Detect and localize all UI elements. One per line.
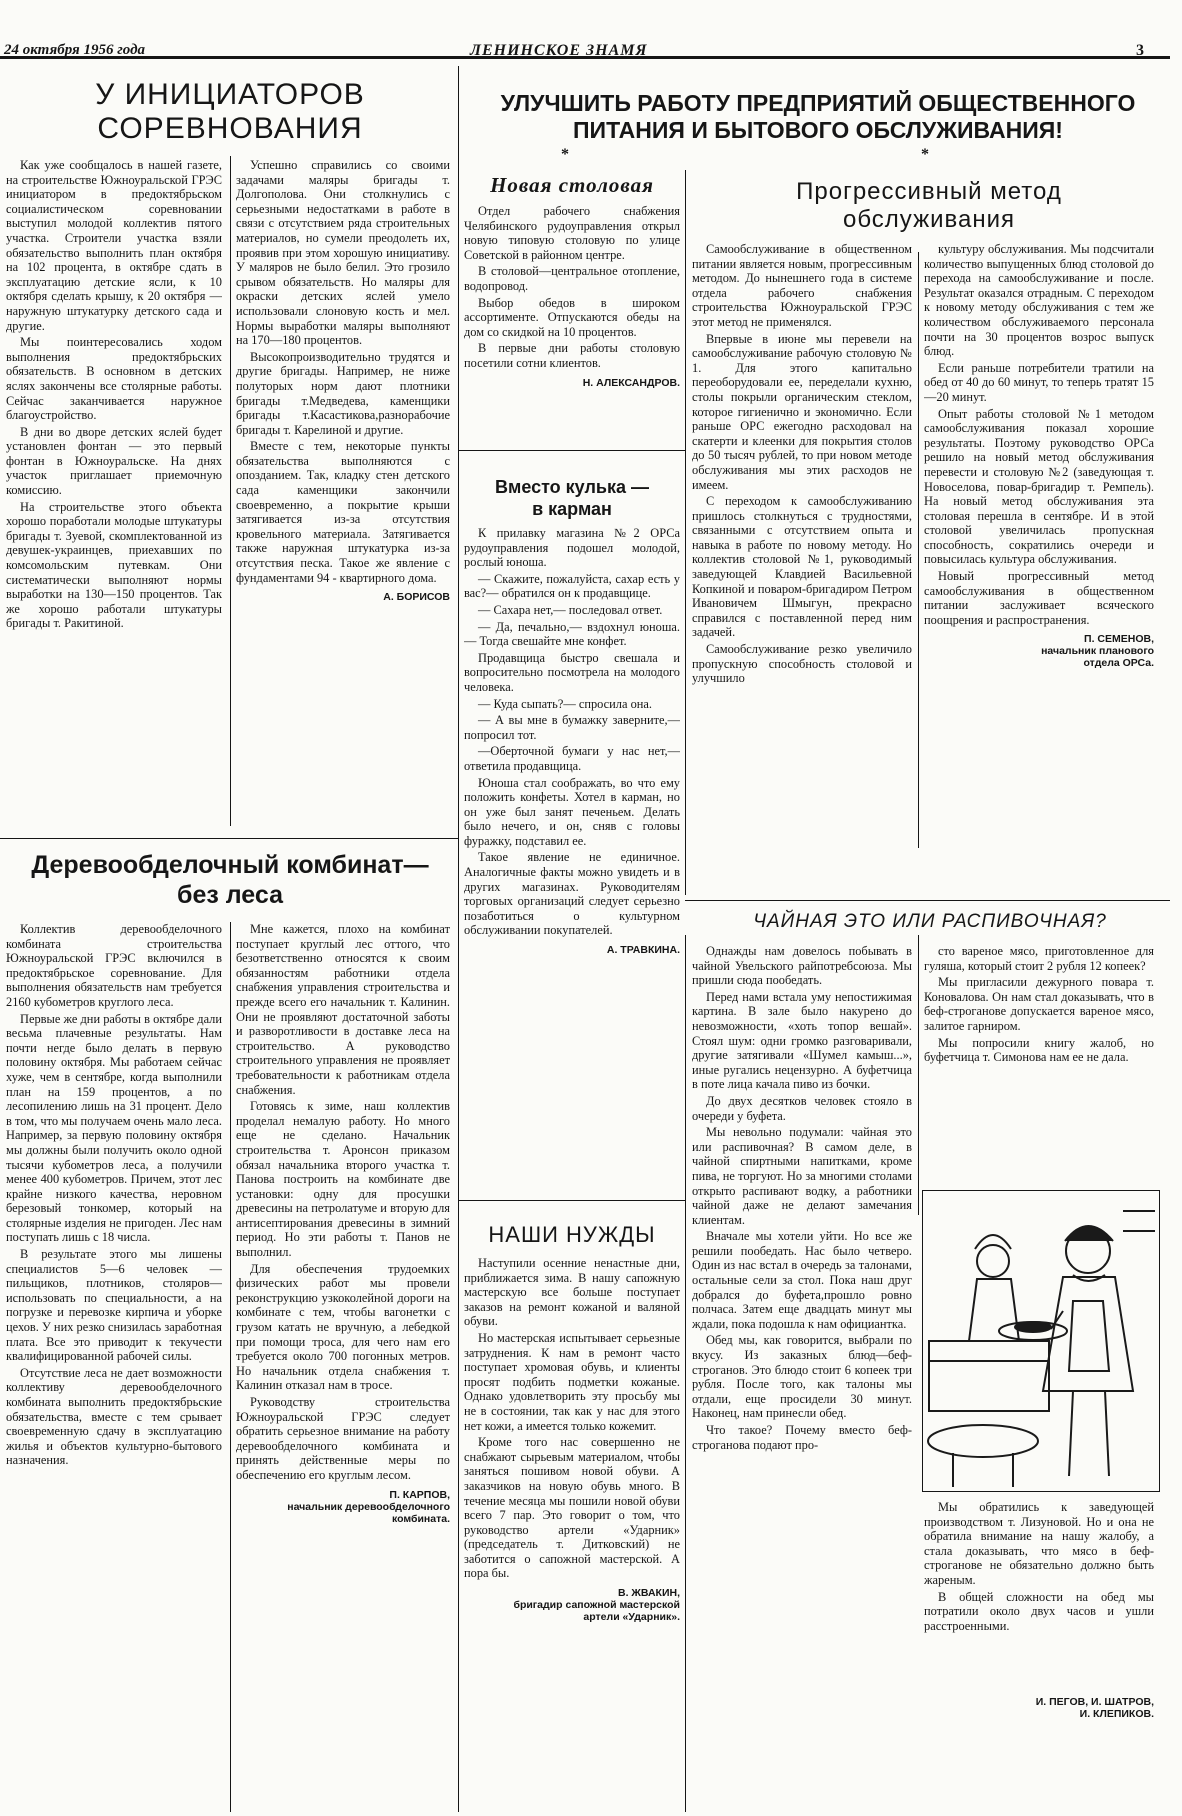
author-signature: А. ТРАВКИНА. xyxy=(606,944,680,957)
author-signature xyxy=(236,1489,450,1525)
section-rule xyxy=(0,838,458,839)
paragraph: Отсутствие леса не дает возможности коллективу деревообделочного комбината выполнить предоктябрьские обязательства, вместе с тем срывает своевременную сдачу в эксплуатацию жилья и объектов культурно-бытового назначения. xyxy=(6,1365,222,1468)
paragraph: Отдел рабочего снабжения Челябинского рудоуправления открыл новую типовую столовую по улице Советской в районном центре. xyxy=(464,204,680,262)
paragraph: Продавщица быстро свешала и вопросительно посмотрела на молодого человека. xyxy=(464,650,680,694)
paragraph: Как уже сообщалось в нашей газете, на строительстве Южноуральской ГРЭС инициатором в предоктябрьском социалистическом соревновании выступил молодой коллектив пятого участка. Строители участка взяли обязательство выполнить план октября на 102 процента, в октябре сдать в эксплуатацию детские ясли, к 10 октября сделать крышу, к 20 октября — наружную штукатурку детского сада и другие. xyxy=(6,158,222,333)
author-signature: А. БОРИСОВ xyxy=(383,591,450,604)
paragraph: Первые же дни работы в октябре дали весьма плачевные результаты. Нам почти негде было делать в первую половину октября. Мы работаем сейчас хуже, чем в сентябре, когда выполнили план на 159 процентов, а по лесопилению лишь на 31 процент. Дело в том, что мы получаем очень мало леса. Например, за первую половину октября мы должны были получить около одной тысячи кубометров леса, а получили менее 400 кубометров. Причем, этот лес крайне низкого качества, неровном березовый тонкомер, который на столярные изделия не пригоден. Лес нам поступать лишь с 18 числа. xyxy=(6,1011,222,1245)
article-title-canteen: Новая столовая xyxy=(490,173,654,197)
needs-body xyxy=(464,1256,680,1810)
paragraph: Вместе с тем, некоторые пункты обязательства выполняются с опозданием. Так, кладку стен детского сада каменщики закончили своевременно, а покрытие крыши затягивается из-за отсутствия кровельного материала. Затягивается также наружная штукатурка из-за отсутствия песка. Такое же явление с фундаментами 94 - квартирного дома. xyxy=(236,439,450,585)
page-banner-headline xyxy=(468,90,1168,144)
paragraph: В результате этого мы лишены специалистов 5—6 человек —пильщиков, плотников, столяров—использовать по специальности, а на погрузке и перевозке кирпича и уборке цехов. У них резко снизилась заработная плата. Все это приводит к текучести квалифицированной рабочей силы. xyxy=(6,1247,222,1364)
paragraph: Перед нами встала уму непостижимая картина. В зале было накурено до невозможности, «хоть топор вешай». Стоял шум: одни громко разговаривали, другие затягивали «Шумел камыш...», иные ругались нецензурно. А буфетчица в поте лица качала пиво из бочки. xyxy=(692,989,912,1092)
progressive-column-1 xyxy=(692,242,912,894)
paragraph: Самообслуживание в общественном питании является новым, прогрессивным методом. До нынешнего года в системе отдела рабочего снабжения строительства Южноуральской ГРЭС этот метод не применялся. xyxy=(692,242,912,329)
initiators-column-2 xyxy=(236,158,450,828)
article-title-wood xyxy=(10,850,450,910)
paragraph: Коллектив деревообделочного комбината строительства Южноуральской ГРЭС включился в предоктябрьское соревнование. Для выполнения обязательств нам требуется 2160 кубометров круглого леса. xyxy=(6,922,222,1009)
paragraph: В общей сложности на обед мы потратили около двух часов и ушли расстроенными. xyxy=(924,1589,1154,1633)
section-rule xyxy=(458,450,685,451)
paragraph: К прилавку магазина №2 ОРСа рудоуправления подошел молодой, рослый юноша. xyxy=(464,526,680,570)
paragraph: Впервые в июне мы перевели на самообслуживание рабочую столовую № 1. Для этого капитально переоборудовали ее, переделали кухню, столы покрыли органическим стеклом, которое гигиенично и экономично. Если раньше ОРС ежегодно расходовал на скатерти и клеенки для покрытия столов до 50 тысяч рублей, то при новом методе обслуживания мы этих расходов не имеем. xyxy=(692,331,912,492)
star-ornament: * xyxy=(921,146,929,163)
article-title-progressive xyxy=(694,178,1164,234)
column-rule xyxy=(458,66,459,1812)
author-signature xyxy=(924,633,1154,669)
paragraph: На строительстве этого объекта хорошо поработали молодые штукатуры бригады т. Зуевой, скомплектованной из девушек-украинцев, приехавших по комсомольским путевкам. Они систематически выполняют нормы выработки на 130—150 процентов. Так же хорошо работали штукатуры бригады т. Ракитиной. xyxy=(6,499,222,631)
paragraph: Наступили осенние ненастные дни, приближается зима. В нашу сапожную мастерскую все больше поступает заказов на ремонт кожаной и валяной обуви. xyxy=(464,1256,680,1329)
column-rule xyxy=(918,935,919,1215)
paragraph: Если раньше потребители тратили на обед от 40 до 60 минут, то теперь тратят 15—20 минут. xyxy=(924,360,1154,404)
title-line: обслуживания xyxy=(842,206,1016,233)
article-title-bag xyxy=(464,476,680,520)
paragraph: Успешно справились со своими задачами маляры бригады т. Долгополова. Они столкнулись с серьезными недостатками в работе в связи с отсутствием ряда строительных материалов, но сумели преодолеть их, проявив при этом хорошую инициативу. У маляров не было белил. Это грозило срывом обязательств. Но маляры для окраски детских яслей умело использовали слоновую кость и мел. Нормы выработки маляры выполняют на 170—180 процентов. xyxy=(236,158,450,348)
paragraph: Мы обратились к заведующей производством т. Лизуновой. Но и она не обратила внимание на нашу жалобу, а стала доказывать, что мясо в беф-строганове не обязательно должно быть жареным. xyxy=(924,1500,1154,1587)
paragraph: До двух десятков человек стояло в очереди у буфета. xyxy=(692,1093,912,1123)
paragraph: культуру обслуживания. Мы подсчитали количество выпущенных блюд столовой до перехода на самообслуживание и после. Результат оказался отрадным. С переходом к новому методу обслуживания с тем же количеством обслуживаемого персонала почти на 30 процентов возрос выпуск блюд. xyxy=(924,242,1154,359)
paragraph: Мы пригласили дежурного повара т. Коновалова. Он нам стал доказывать, что в беф-строганове допускается вареное мясо, залитое гарниром. xyxy=(924,975,1154,1033)
article-title-initiators xyxy=(20,78,440,146)
paragraph: Готовясь к зиме, наш коллектив проделал немалую работу. Но много еще не сделано. Начальник строительства т. Аронсон приказом обязал начальника второго участка т. Панова построить на комбинате две установки: одну для просушки древесины на петролатуме и вторую для антисептирования древесины в зимний период. Но эти работы т. Панов не выполнил. xyxy=(236,1099,450,1260)
author-signature xyxy=(924,1696,1154,1720)
banner-line: ПИТАНИЯ И БЫТОВОГО ОБСЛУЖИВАНИЯ! xyxy=(573,117,1063,143)
title-line: в карман xyxy=(532,499,612,519)
paragraph: Вначале мы хотели уйти. Но все же решили пообедать. Нас было четверо. Один из нас встал в очередь за талонами, остальные сели за стол. Пока наш друг добрался до буфета,прошло ровно полчаса. Затем еще двадцать минут мы ждали, пока подошла к нам официантка. xyxy=(692,1229,912,1331)
paragraph: — Сахара нет,— последовал ответ. xyxy=(478,602,663,617)
signature-name: В. ЖВАКИН, xyxy=(617,1587,680,1600)
signature-name: П. СЕМЕНОВ, xyxy=(1084,633,1154,646)
signature-name: П. КАРПОВ, xyxy=(389,1488,450,1501)
paragraph: В первые дни работы столовую посетили сотни клиентов. xyxy=(464,341,680,370)
paragraph: — Да, печально,— вздохнул юноша.— Тогда свешайте мне конфет. xyxy=(464,619,680,649)
paragraph: Что такое? Почему вместо беф-строганова подают про- xyxy=(692,1423,912,1452)
paragraph: Кроме того нас совершенно не снабжают сырьевым материалом, чтобы заняться пошивом новой обуви. А заказчиков на новую обувь много. В течение месяца мы пошили новой обуви всего 7 пар. Это говорит о том, что руководство артели «Ударник» (председатель т. Дитковский) не заботится о сапожной мастерской. А пора бы. xyxy=(464,1435,680,1581)
signature-role: начальник планового xyxy=(1041,645,1154,658)
paragraph: сто вареное мясо, приготовленное для гуляша, который стоит 2 рубля 12 копеек? xyxy=(924,944,1154,973)
teahouse-column-2-bottom xyxy=(924,1500,1154,1660)
paragraph: — Куда сыпать?— спросила она. xyxy=(478,696,652,711)
paragraph: —Оберточной бумаги у нас нет,—ответила продавщица. xyxy=(464,744,680,773)
bag-body xyxy=(464,526,680,1198)
author-signature: Н. АЛЕКСАНДРОВ. xyxy=(582,376,680,389)
paragraph: — А вы мне в бумажку заверните,— попросил тот. xyxy=(464,713,680,742)
signature-role: артели «Ударник». xyxy=(583,1611,680,1624)
paragraph: Выбор обедов в широком ассортименте. Отпускаются обеды на дом со скидкой на 10 процентов. xyxy=(464,295,680,339)
section-rule xyxy=(685,900,1170,901)
paragraph: Юноша стал соображать, во что ему положить конфеты. Хотел в карман, но он уже был занят печеньем. Делать было нечего, и он, сняв с головы фуражку, подставил ее. xyxy=(464,775,680,848)
paragraph: В столовой—центральное отопление, водопровод. xyxy=(464,264,680,293)
initiators-column-1 xyxy=(6,158,222,828)
issue-date: 24 октября 1956 года xyxy=(4,42,146,58)
title-line: Вместо кулька — xyxy=(495,477,649,497)
title-line: Прогрессивный метод xyxy=(796,178,1062,205)
cartoon-illustration xyxy=(922,1190,1160,1492)
column-rule xyxy=(685,170,686,895)
star-ornament: * xyxy=(561,146,569,163)
paragraph: В дни во дворе детских яслей будет установлен фонтан — это первый фонтан в Южноуральске. На днях участок приглашает приемочную комиссию. xyxy=(6,424,222,498)
title-line: без леса xyxy=(177,881,283,909)
wood-column-1 xyxy=(6,922,222,1810)
canteen-body xyxy=(464,204,680,448)
paragraph: Новый прогрессивный метод самообслуживания в общественном питании заслуживает всяческого поощрения и распространения. xyxy=(924,569,1154,627)
section-rule xyxy=(458,1200,685,1201)
paragraph: Мы поинтересовались ходом выполнения предоктябрьских обязательств. В основном в детских яслях закончены все столярные работы. Сейчас заканчивается наружное благоустройство. xyxy=(6,335,222,423)
title-line: У ИНИЦИАТОРОВ xyxy=(95,78,365,111)
paragraph: Для обеспечения трудоемких физических работ мы провели реконструкцию узкоколейной дороги на комбинате с тем, чтобы вагонетки с грузом катать не вручную, а лебедкой при помощи троса, для чего нам его требуется около 700 погонных метров. Но начальник отдела снабжения т. Калинин отказал нам в тросе. xyxy=(236,1261,450,1393)
wood-column-2 xyxy=(236,922,450,1810)
paragraph: С переходом к самообслуживанию пришлось столкнуться с трудностями, связанными с отсутствием опыта и навыка в работе по новому методу. Но коллектив столовой №1, руководимый заведующей Клавдией Васильевной Копкиной и поваром-бригадиром Петром Ивановичем Шмыгун, прекрасно справился с поставленной перед ним задачей. xyxy=(692,494,912,640)
progressive-column-2 xyxy=(924,242,1154,894)
signature-names: И. ПЕГОВ, И. ШАТРОВ, xyxy=(1035,1696,1154,1708)
title-line: Деревообделочный комбинат— xyxy=(31,851,429,879)
paragraph: Опыт работы столовой №1 методом самообслуживания показал хорошие результаты. Поэтому руководство ОРСа решило на новый метод обслуживания перевести и столовую №2 (заведующая т. Новоселова, повар-бригадир т. Ремпель). На новый метод обслуживания эта столовая перешла в сентябре. И в этой столовой увеличилась пропускная способность, сократились очереди и повысилась культура обслуживания. xyxy=(924,406,1154,567)
title-line: СОРЕВНОВАНИЯ xyxy=(97,112,363,145)
paragraph: Такое явление не единичное. Аналогичные факты можно увидеть и в других магазинах. Руководителям торговых организаций следует серьезно позаботиться о культурном обслуживании покупателей. xyxy=(464,850,680,938)
paragraph: Мы попросили книгу жалоб, но буфетчица т. Симонова нам ее не дала. xyxy=(924,1035,1154,1065)
author-signature xyxy=(464,1587,680,1623)
page-number: 3 xyxy=(1136,42,1144,59)
article-title-teahouse: ЧАЙНАЯ ЭТО ИЛИ РАСПИВОЧНАЯ? xyxy=(753,911,1107,932)
banner-line: УЛУЧШИТЬ РАБОТУ ПРЕДПРИЯТИЙ ОБЩЕСТВЕННОГО xyxy=(500,90,1136,116)
signature-role: бригадир сапожной мастерской xyxy=(513,1599,680,1612)
paragraph: Обед мы, как говорится, выбрали по вкусу. Из заказных блюд—беф-строганов. Это блюдо стоит 6 копеек три рубля. После того, как талоны мы отдали, еще просидели 30 минут. Наконец, нам принесли обед. xyxy=(692,1333,912,1421)
paragraph: — Скажите, пожалуйста, сахар есть у вас?— обратился он к продавщице. xyxy=(464,571,680,601)
paragraph: Руководству строительства Южноуральской ГРЭС следует обратить серьезное внимание на работу деревообделочного комбината и принять действенные меры по обеспечению его круглым лесом. xyxy=(236,1395,450,1482)
paragraph: Высокопроизводительно трудятся и другие бригады. Например, не ниже полуторых норм дают плотники бригады т.Медведева, каменщики бригады т.Касастикова,разнорабочие бригады т. Карелиной и другие. xyxy=(236,349,450,437)
column-rule xyxy=(918,252,919,848)
paragraph: Мы невольно подумали: чайная это или распивочная? В самом деле, в чайной спиртными напитками, кроме пива, не торгуют. Но за многими столами открыто распивают водку, а работники чайной даже не делают замечания клиентам. xyxy=(692,1125,912,1227)
article-title-needs: НАШИ НУЖДЫ xyxy=(488,1222,656,1247)
signature-role: начальник деревообделочного xyxy=(287,1500,450,1513)
paragraph: Самообслуживание резко увеличило пропускную способность столовой и улучшило xyxy=(692,642,912,686)
column-rule xyxy=(230,156,231,826)
signature-role: комбината. xyxy=(391,1512,450,1525)
signature-role: отдела ОРСа. xyxy=(1083,657,1154,670)
signature-names: И. КЛЕПИКОВ. xyxy=(1079,1708,1154,1720)
teahouse-column-1 xyxy=(692,944,912,1810)
paragraph: Мне кажется, плохо на комбинат поступает круглый лес оттого, что безответственно относятся к своим обязанностям работники отдела снабжения управления строительства и прежде всего его начальник т. Калинин. Они не проявляют достаточной заботы и разворотливости в доставке леса на строительство. А руководство строительного управления не проявляет требовательности к работникам отдела снабжения. xyxy=(236,922,450,1097)
paragraph: Однажды нам довелось побывать в чайной Увельского райпотребсоюза. Мы пришли сюда пообедать. xyxy=(692,944,912,988)
column-rule xyxy=(230,922,231,1812)
teahouse-column-2-top xyxy=(924,944,1154,1180)
newspaper-name: ЛЕНИНСКОЕ ЗНАМЯ xyxy=(470,42,648,59)
paragraph: Но мастерская испытывает серьезные затруднения. К нам в ремонт часто поступает хромовая обувь, и клиенты просят подбить подметки кожаные. Однако удовлетворить эту просьбу мы не в состоянии, так как у нас для этого нет кожи, а имеется только кожемит. xyxy=(464,1330,680,1433)
column-rule xyxy=(685,935,686,1812)
cartoon-drawing xyxy=(923,1191,1159,1491)
